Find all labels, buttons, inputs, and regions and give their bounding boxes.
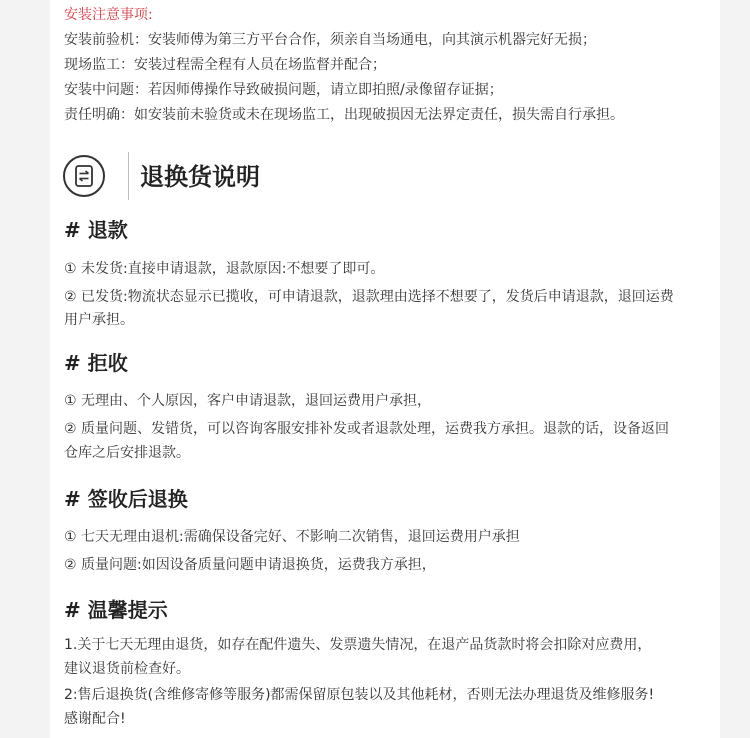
after-receipt-line-seven-day: ① 七天无理由退机:需确保设备完好、不影响二次销售，退回运费用户承担 (64, 529, 520, 545)
refund-line-shipped: ② 已发货:物流状态显示已揽收，可申请退款，退款理由选择不想要了，发货后申请退款，退回运费 (64, 289, 674, 305)
reject-line-quality: ② 质量问题、发错货，可以咨询客服安排补发或者退款处理，运费我方承担。退款的话，设备返回 (64, 421, 669, 437)
refund-line-shipped-cont: 用户承担。 (64, 312, 134, 328)
install-notice-heading: 安装注意事项: (64, 7, 153, 23)
tips-line-2: 2:售后退换货(含维修寄修等服务)都需保留原包装以及其他耗材，否则无法办理退货及维修服务! (64, 687, 655, 703)
reject-line-quality-cont: 仓库之后安排退款。 (64, 445, 190, 461)
tips-line-1: 1.关于七天无理由退货，如存在配件遗失、发票遗失情况，在退产品货款时将会扣除对应费用， (64, 637, 652, 653)
tips-line-1-cont: 建议退货前检查好。 (64, 661, 190, 677)
install-note-pre-check: 安装前验机：安装师傅为第三方平台合作，须亲自当场通电，向其演示机器完好无损； (64, 32, 596, 48)
refund-line-unshipped: ① 未发货:直接申请退款，退款原因:不想要了即可。 (64, 261, 385, 277)
after-receipt-line-quality: ② 质量问题:如因设备质量问题申请退换货，运费我方承担， (64, 557, 436, 573)
header-divider (128, 152, 129, 200)
section-heading-tips: # 温馨提示 (64, 598, 168, 622)
return-exchange-icon (62, 154, 106, 198)
return-policy-page (50, 0, 720, 738)
section-heading-reject: # 拒收 (64, 351, 128, 375)
install-note-responsibility: 责任明确：如安装前未验货或未在现场监工，出现破损因无法界定责任，损失需自行承担。 (64, 107, 624, 123)
reject-line-no-reason: ① 无理由、个人原因，客户申请退款，退回运费用户承担， (64, 393, 431, 409)
install-note-supervision: 现场监工：安装过程需全程有人员在场监督并配合； (64, 57, 386, 73)
section-heading-refund: # 退款 (64, 218, 128, 242)
section-heading-after-receipt: # 签收后退换 (64, 487, 188, 511)
tips-line-2-cont: 感谢配合! (64, 711, 126, 727)
return-policy-title: 退换货说明 (140, 163, 260, 191)
install-note-issues: 安装中问题：若因师傅操作导致破损问题，请立即拍照/录像留存证据； (64, 82, 503, 98)
